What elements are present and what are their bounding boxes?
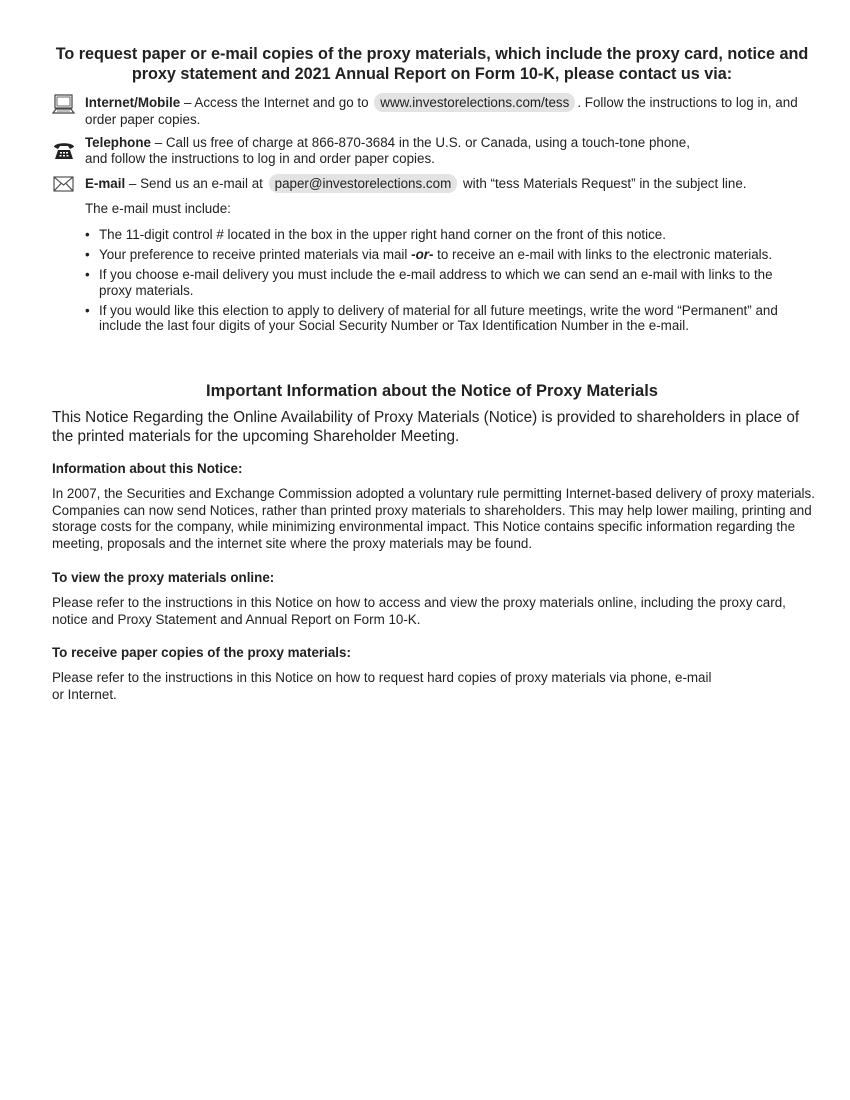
- internet-label: Internet/Mobile: [85, 95, 181, 110]
- list-item: [85, 303, 805, 334]
- important-info-heading: Important Information about the Notice of Proxy Materials: [206, 382, 658, 400]
- requirement-or: -or-: [411, 247, 434, 262]
- envelope-icon: [52, 174, 76, 198]
- telephone-icon: [52, 139, 76, 163]
- list-item: [85, 267, 805, 298]
- telephone-instructions: [85, 135, 815, 167]
- computer-icon: [52, 93, 76, 117]
- about-notice-heading: Information about this Notice:: [52, 461, 243, 476]
- requirement-permanent: If you would like this election to apply to delivery of material for all future meetings, write the word “Permanent” and include the last four digits of your Social Security Number or Tax Identification Number in the e-mail.: [99, 302, 778, 333]
- requirement-email-address: If you choose e-mail delivery you must include the e-mail address to which we can send an e-mail with links to the proxy materials.: [99, 267, 773, 298]
- notice-intro: This Notice Regarding the Online Availability of Proxy Materials (Notice) is provided to shareholders in place of the printed materials for the upcoming Shareholder Meeting.: [52, 409, 800, 445]
- paper-copies-body: [52, 670, 817, 703]
- paper-copies-heading: To receive paper copies of the proxy materials:: [52, 645, 351, 660]
- email-text-before: – Send us an e-mail at: [125, 176, 267, 191]
- requirement-preference-before: Your preference to receive printed materials via mail: [99, 247, 412, 262]
- email-instructions: [85, 174, 815, 193]
- telephone-label: Telephone: [85, 135, 151, 150]
- email-address[interactable]: paper@investorelections.com: [269, 174, 458, 193]
- view-online-body: Please refer to the instructions in this Notice on how to access and view the proxy materials online, including the proxy card, notice and Proxy Statement and Annual Report on Form 10-K.: [52, 595, 786, 627]
- list-item: [85, 227, 805, 243]
- list-item: [85, 247, 805, 263]
- internet-link[interactable]: www.investorelections.com/tess: [374, 93, 575, 112]
- requirement-control-number: The 11-digit control # located in the box in the upper right hand corner on the front of this notice.: [99, 227, 666, 242]
- telephone-line2: and follow the instructions to log in and order paper copies.: [85, 151, 435, 166]
- internet-instructions: [85, 93, 815, 128]
- paper-copies-line1: Please refer to the instructions in this Notice on how to request hard copies of proxy materials via phone, e-mail: [52, 670, 712, 685]
- email-requirements-intro: The e-mail must include:: [85, 201, 231, 216]
- about-notice-body: In 2007, the Securities and Exchange Commission adopted a voluntary rule permitting Internet-based delivery of proxy materials. Companies can now send Notices, rather than printed proxy materials to shareholders. This may help lower mailing, printing and storage costs for the company, while minimizing environmental impact. This Notice contains specific information regarding the meeting, proposals and the internet site where the proxy materials may be found.: [52, 486, 815, 552]
- view-online-heading: To view the proxy materials online:: [52, 570, 275, 585]
- internet-text-after: . Follow the instructions to log in, and order paper copies.: [85, 95, 798, 127]
- internet-text-before: – Access the Internet and go to: [180, 95, 373, 110]
- telephone-line1: – Call us free of charge at 866-870-3684 in the U.S. or Canada, using a touch-tone phone,: [150, 135, 690, 150]
- request-copies-heading: To request paper or e-mail copies of the proxy materials, which include the proxy card, notice and proxy statement and 2021 Annual Report on Form 10-K, please contact us via:: [55, 45, 809, 83]
- requirement-preference-after: to receive an e-mail with links to the electronic materials.: [433, 247, 773, 262]
- email-label: E-mail: [85, 176, 126, 191]
- email-requirements-list: [85, 227, 805, 338]
- email-text-after: with “tess Materials Request” in the subject line.: [459, 176, 747, 191]
- paper-copies-line2: or Internet.: [52, 686, 117, 702]
